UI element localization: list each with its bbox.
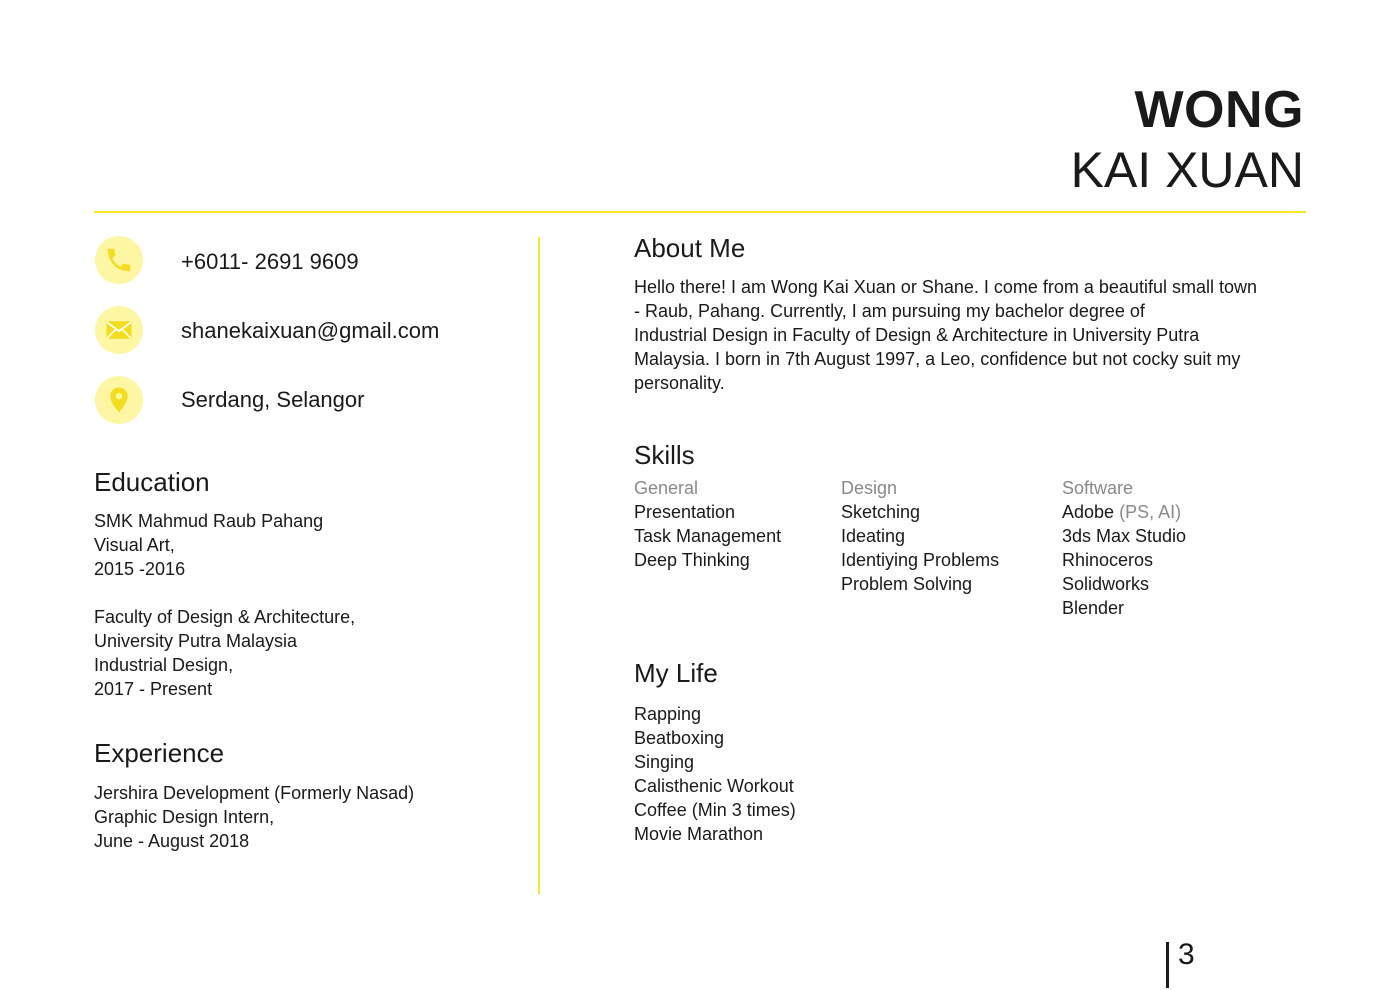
email-address: shanekaixuan@gmail.com (181, 318, 440, 343)
skill-item: Ideating (841, 526, 906, 546)
education-entry: SMK Mahmud Raub Pahang Visual Art, 2015 -2016 (94, 511, 324, 579)
skills-heading: Skills (634, 440, 695, 470)
skill-item: Adobe (1062, 502, 1115, 522)
skills-design-title: Design (841, 478, 898, 498)
page-number-bar (1166, 942, 1169, 988)
column-divider (538, 237, 540, 894)
about-heading: About Me (634, 233, 746, 263)
experience-entry: Jershira Development (Formerly Nasad) Graphic Design Intern, June - August 2018 (94, 783, 415, 851)
skills-software-title: Software (1062, 478, 1134, 498)
life-list: Rapping Beatboxing Singing Calisthenic Workout Coffee (Min 3 times) Movie Marathon (634, 704, 796, 844)
skill-item-note: (PS, AI) (1119, 502, 1182, 522)
skill-item: Blender (1062, 598, 1125, 618)
education-entry: Faculty of Design & Architecture, University Putra Malaysia Industrial Design, 2017 - Present (94, 607, 356, 699)
experience-heading: Experience (94, 738, 225, 768)
about-text: Hello there! I am Wong Kai Xuan or Shane. I come from a beautiful small town - Raub, Pahang. Currently, I am pursuing my bachelor degree of Industrial Design in Faculty of Design & Architecture in University Putra Malaysia. I born in 7th August 1997, a Leo, confidence but not cocky suit my personality. (634, 277, 1257, 393)
skill-item: Task Management (634, 526, 782, 546)
skills-software-column (1062, 476, 1186, 620)
phone-number: +6011- 2691 9609 (181, 249, 359, 274)
phone-icon (95, 236, 143, 284)
skill-item: Rhinoceros (1062, 550, 1154, 570)
first-name: WONG (1134, 81, 1304, 139)
skill-item: Identiying Problems (841, 550, 1000, 570)
last-name: KAI XUAN (1070, 142, 1304, 198)
education-heading: Education (94, 467, 210, 497)
skill-item: Sketching (841, 502, 921, 522)
contact-phone (95, 236, 143, 284)
skills-general-column (634, 476, 781, 572)
page-number: 3 (1178, 938, 1195, 971)
life-heading: My Life (634, 658, 718, 688)
skill-item: Deep Thinking (634, 550, 750, 570)
skill-item: 3ds Max Studio (1062, 526, 1187, 546)
contact-email (95, 306, 143, 354)
skills-general-title: General (634, 478, 699, 498)
skill-item: Solidworks (1062, 574, 1150, 594)
skills-design-column (841, 476, 999, 596)
skill-item-adobe (1062, 500, 1186, 524)
location-text: Serdang, Selangor (181, 387, 365, 412)
location-pin-icon (95, 376, 143, 424)
header-divider (94, 211, 1306, 213)
skill-item: Presentation (634, 502, 736, 522)
skill-item: Problem Solving (841, 574, 973, 594)
contact-location (95, 376, 143, 424)
mail-icon (95, 306, 143, 354)
